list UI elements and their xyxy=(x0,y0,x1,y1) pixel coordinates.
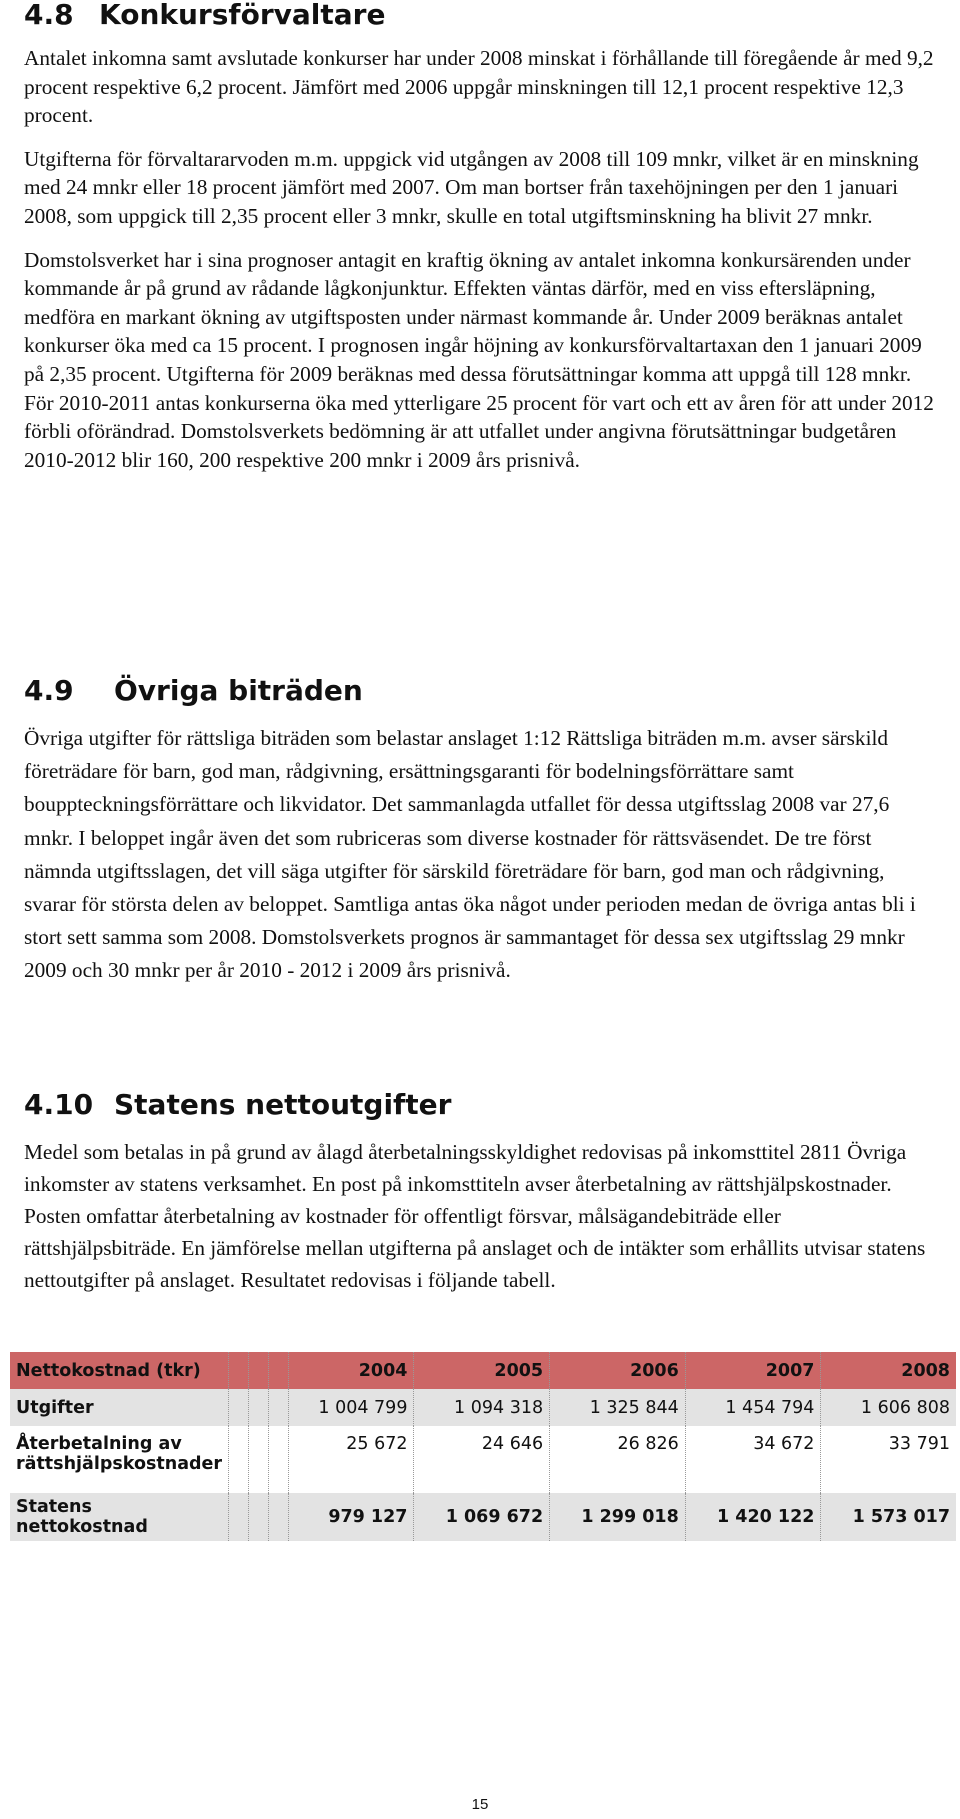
section-number: 4.10 xyxy=(24,1088,94,1121)
page-number: 15 xyxy=(471,1796,489,1813)
section-heading xyxy=(24,0,936,30)
table-cell: 1 573 017 xyxy=(821,1493,956,1541)
section-title: Övriga biträden xyxy=(114,674,363,707)
section-number: 4.9 xyxy=(24,674,74,707)
table-row xyxy=(10,1426,956,1493)
table-row xyxy=(10,1389,956,1426)
table-cell: 1 094 318 xyxy=(414,1389,550,1426)
table-row xyxy=(10,1493,956,1541)
row-label: Statens nettokostnad xyxy=(10,1493,229,1541)
paragraph: Medel som betalas in på grund av ålagd återbetalningsskyldighet redovisas på inkomsttitel 2811 Övriga inkomster av statens verksamhet. En post på inkomsttiteln avser återbetalning av rättshjälpskostnader. Posten omfattar återbetalning av kostnader för offentligt försvar, målsägandebiträde eller rättshjälpsbiträde. En jämförelse mellan utgifterna på anslaget och de intäkter som erhållits utvisar statens nettoutgifter på anslaget. Resultatet redovisas i följande tabell. xyxy=(24,1140,926,1292)
section-title: Konkursförvaltare xyxy=(99,0,386,31)
table-header-row xyxy=(10,1352,956,1389)
table-cell: 1 325 844 xyxy=(550,1389,686,1426)
paragraph: Antalet inkomna samt avslutade konkurser har under 2008 minskat i förhållande till föregående år med 9,2 procent respektive 6,2 procent. Jämfört med 2006 uppgår minskningen till 12,1 procent respektive 12,3 procent. xyxy=(24,46,934,128)
paragraph: Domstolsverket har i sina prognoser antagit en kraftig ökning av antalet inkomna konkursärenden under kommande år på grund av rådande lågkonjunktur. Effekten väntas därför, med en viss eftersläpning, medföra en markant ökning av utgiftsposten under närmast kommande år. Under 2009 beräknas antalet konkurser öka med ca 15 procent. I prognosen ingår höjning av konkursförvaltartaxan den 1 januari 2009 på 2,35 procent. Utgifterna för 2009 beräknas med dessa förutsättningar komma att uppgå till 128 mnkr. För 2010-2011 antas konkurserna öka med ytterligare 25 procent för vart och ett av åren för att under 2012 förbli oförändrad. Domstolsverkets bedömning är att utfallet under angivna förutsättningar budgetåren 2010-2012 blir 160, 200 respektive 200 mnkr i 2009 års prisnivå. xyxy=(24,247,934,472)
section-heading xyxy=(24,676,936,706)
row-label: Återbetalning av rättshjälpskostnader xyxy=(16,1434,223,1474)
table-cell: 1 606 808 xyxy=(821,1389,956,1426)
table-cell: 1 299 018 xyxy=(550,1493,686,1541)
header-cell: 2004 xyxy=(289,1352,414,1389)
table-cell: 979 127 xyxy=(289,1493,414,1541)
header-cell: 2005 xyxy=(414,1352,550,1389)
paragraph: Övriga utgifter för rättsliga biträden som belastar anslaget 1:12 Rättsliga biträden m.m. avser särskild företrädare för barn, god man, rådgivning, ersättningsgaranti för bodelningsförrättare samt bouppteckningsförrättare och likvidator. Det sammanlagda utfallet för dessa utgiftsslag 2008 var 27,6 mnkr. I beloppet ingår även det som rubriceras som diverse kostnader för rättsväsendet. De tre först nämnda utgiftsslagen, det vill säga utgifter för särskild företrädare för barn, god man och rådgivning, svarar för största delen av beloppet. Samtliga antas öka något under perioden medan de övriga antas bli i stort sett samma som 2008. Domstolsverkets prognos är sammantaget för dessa sex utgiftsslag 29 mnkr 2009 och 30 mnkr per år 2010 - 2012 i 2009 års prisnivå. xyxy=(24,726,916,983)
paragraph: Utgifterna för förvaltararvoden m.m. uppgick vid utgången av 2008 till 109 mnkr, vilket är en minskning med 24 mnkr eller 18 procent jämfört med 2007. Om man bortser från taxehöjningen per den 1 januari 2008, som uppgick till 2,35 procent eller 3 mnkr, skulle en total utgiftsminskning ha blivit 27 mnkr. xyxy=(24,146,919,228)
table-cell: 1 420 122 xyxy=(685,1493,821,1541)
section-4-10 xyxy=(24,1090,936,1296)
section-heading xyxy=(24,1090,936,1120)
table-cell: 1 454 794 xyxy=(685,1389,821,1426)
header-cell: 2007 xyxy=(685,1352,821,1389)
table-cell: 1 069 672 xyxy=(414,1493,550,1541)
header-cell: 2008 xyxy=(821,1352,956,1389)
table-cell: 25 672 xyxy=(289,1426,414,1493)
section-4-8 xyxy=(24,0,936,474)
header-cell: 2006 xyxy=(550,1352,686,1389)
table-cell: 26 826 xyxy=(550,1426,686,1493)
row-label: Utgifter xyxy=(10,1389,229,1426)
table-cell: 24 646 xyxy=(414,1426,550,1493)
section-number: 4.8 xyxy=(24,0,74,31)
table-cell: 34 672 xyxy=(685,1426,821,1493)
header-cell: Nettokostnad (tkr) xyxy=(10,1352,229,1389)
section-title: Statens nettoutgifter xyxy=(114,1088,452,1121)
table-cell: 33 791 xyxy=(821,1426,956,1493)
section-4-9 xyxy=(24,676,936,988)
table-cell: 1 004 799 xyxy=(289,1389,414,1426)
net-cost-table xyxy=(10,1352,956,1541)
